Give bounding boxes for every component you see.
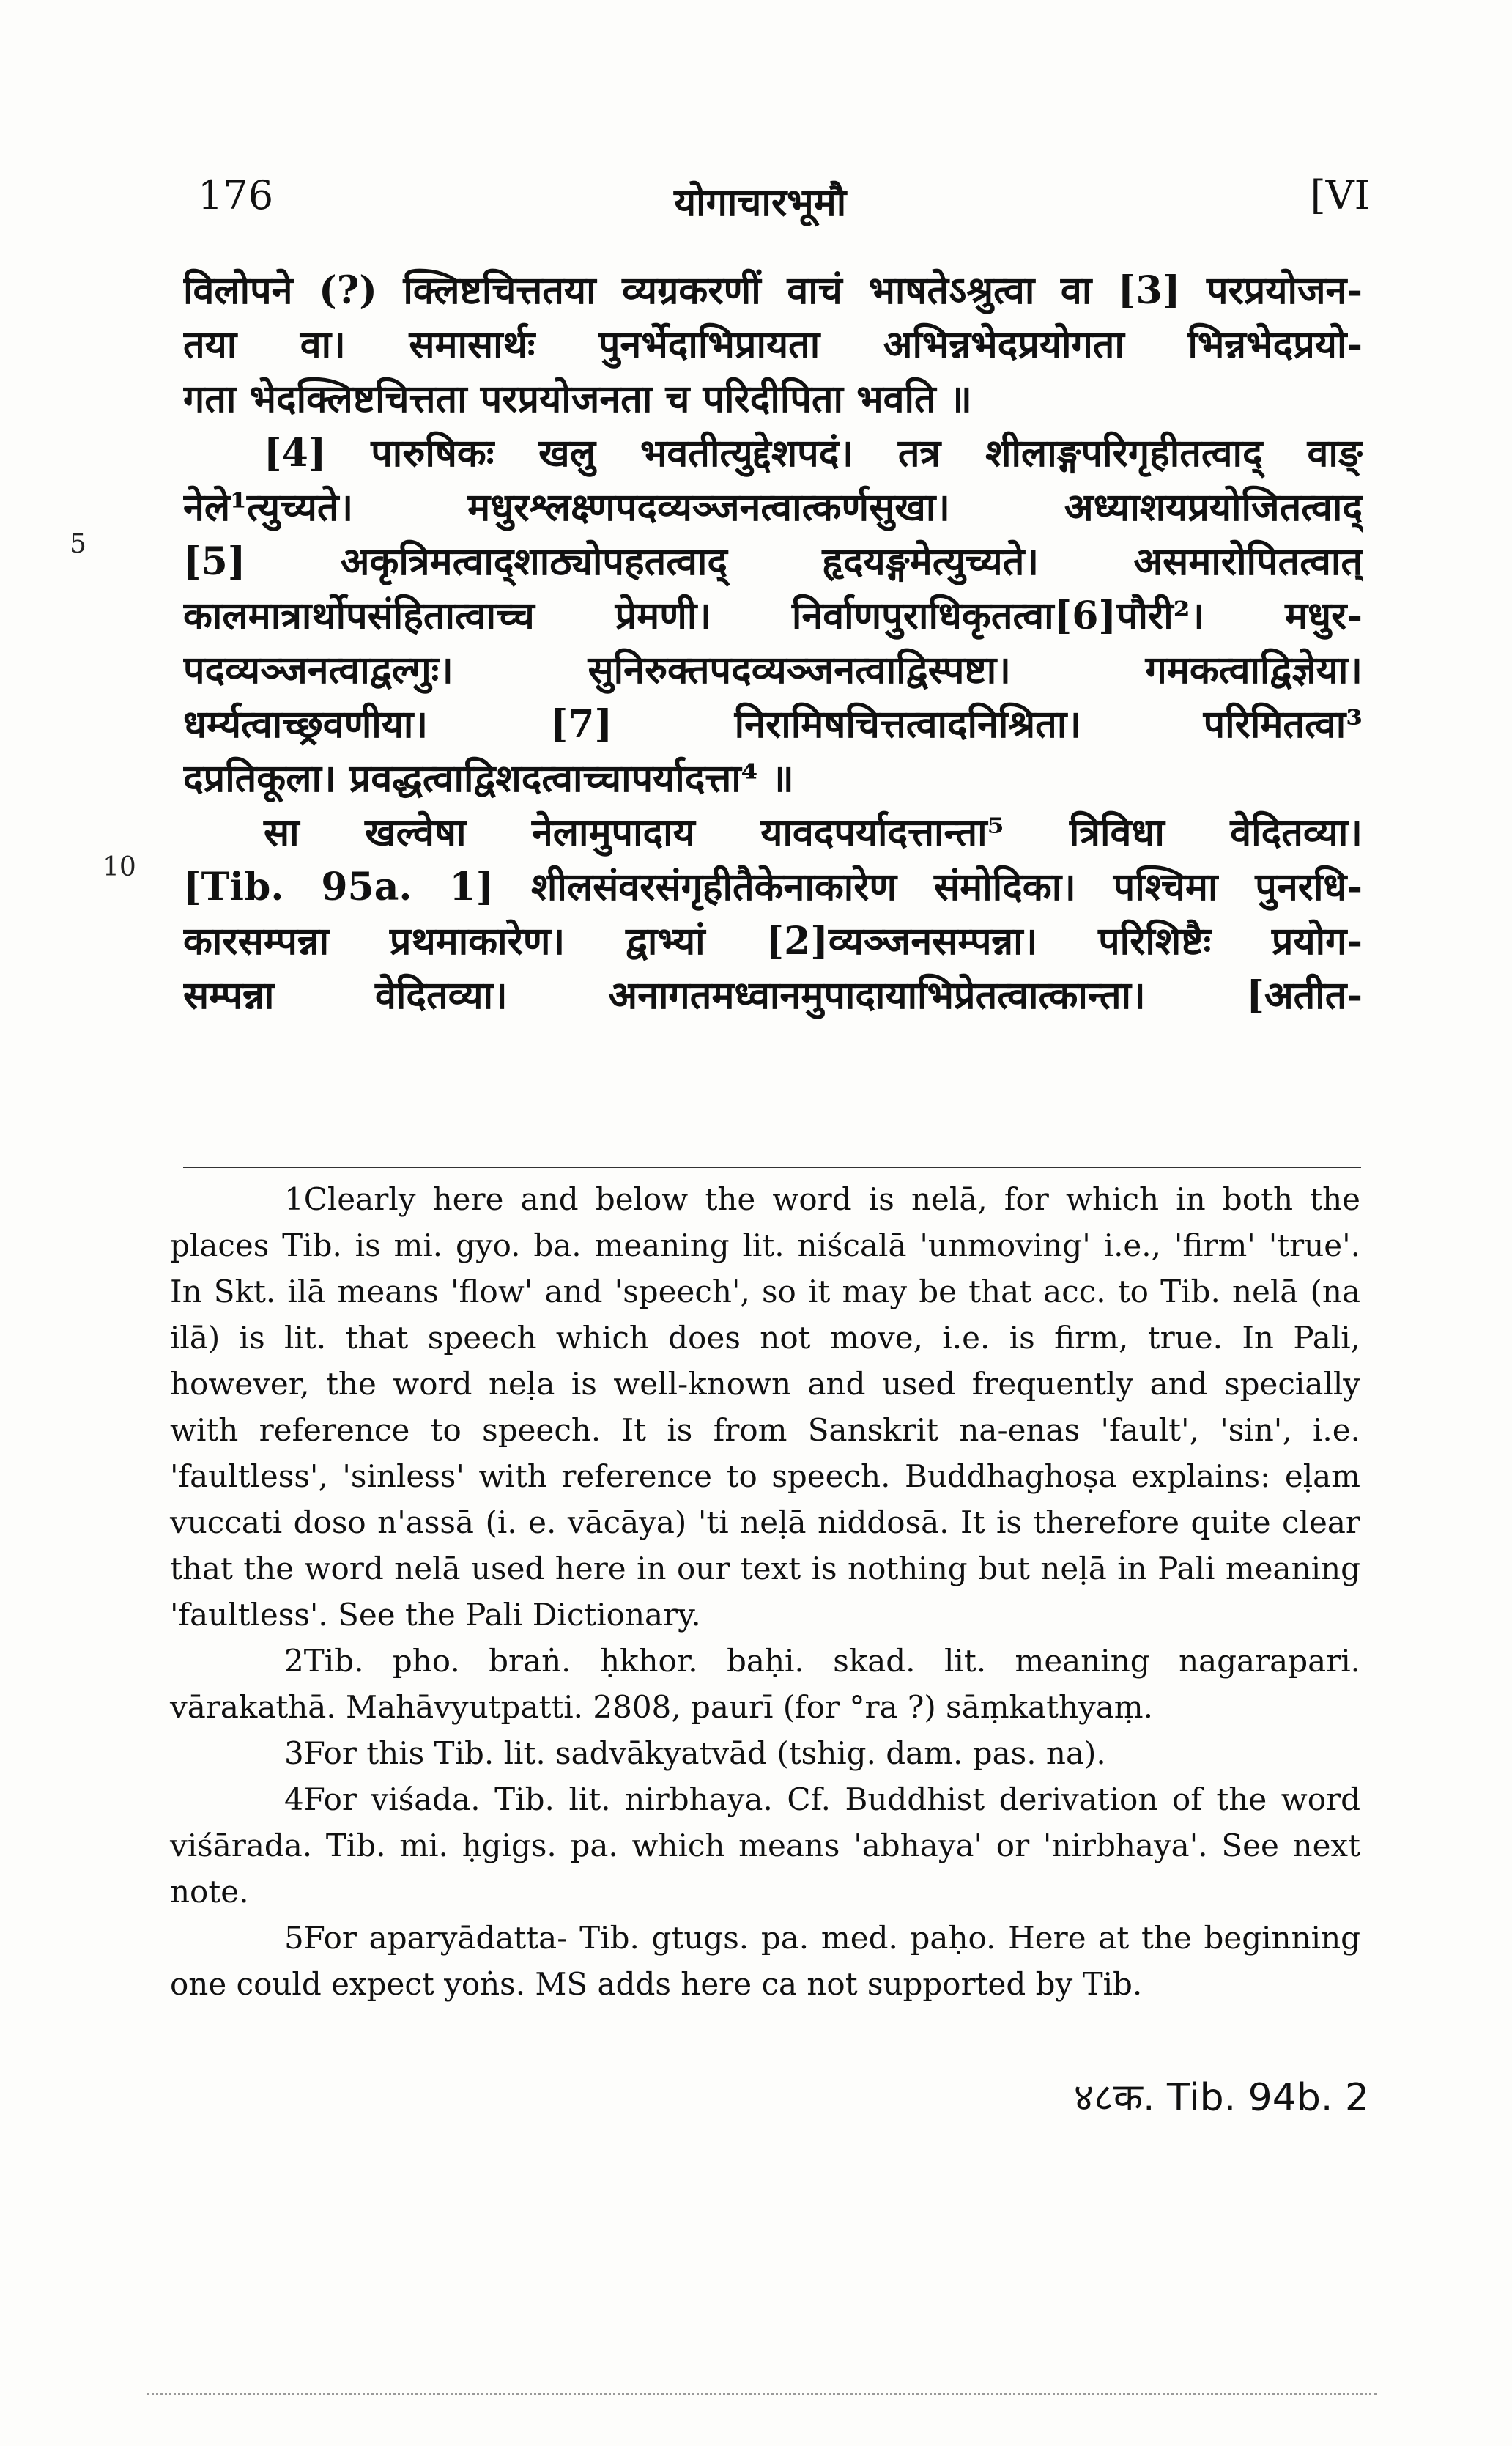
footnote-1: [170, 1176, 1360, 1638]
text-line: [4] पारुषिकः खलु भवतीत्युद्देशपदं। तत्र शीलाङ्गपरिगृहीतत्वाद् वाङ्: [264, 431, 1363, 476]
text-line: तया वा। समासार्थः पुनर्भेदाभिप्रायता अभिन्नभेदप्रयोगता भिन्नभेदप्रयो-: [183, 322, 1363, 367]
footnote-5: [170, 1915, 1360, 2007]
text-line: विलोपने (?) क्लिष्टचित्ततया व्यग्रकरणीं वाचं भाषतेऽश्रुत्वा वा [3] परप्रयोजन-: [183, 268, 1363, 313]
text-line: पदव्यञ्जनत्वाद्वल्गुः। सुनिरुक्तपदव्यञ्जनत्वाद्विस्पष्टा। गमकत्वाद्विज्ञेया।: [183, 648, 1363, 692]
text-line: दप्रतिकूला। प्रवद्धत्वाद्विशदत्वाच्चापर्यादत्ता⁴ ॥: [183, 756, 794, 801]
footnote-text: For viśada. Tib. lit. nirbhaya. Cf. Buddhist derivation of the word viśārada. Tib. mi. ḥgigs. pa. which means 'abhaya' or 'nirbhaya'. See next note.: [170, 1781, 1360, 1910]
page-edge-dots: [147, 2393, 1377, 2395]
text-line: सम्पन्ना वेदितव्या। अनागतमध्वानमुपादायाभिप्रेतत्वात्कान्ता। [अतीत-: [183, 973, 1363, 1018]
text-line: सा खल्वेषा नेलामुपादाय यावदपर्यादत्तान्ता⁵ त्रिविधा वेदितव्या।: [264, 810, 1363, 855]
page-header: [198, 172, 1370, 238]
manuscript-signature: ४८क. Tib. 94b. 2: [1073, 2076, 1369, 2120]
text-line: [Tib. 95a. 1] शीलसंवरसंगृहीतैकेनाकारेण संमोदिका। पश्चिमा पुनरधि-: [183, 865, 1363, 909]
line-number-5: 5: [70, 529, 86, 559]
footnote-marker: 5: [284, 1920, 304, 1956]
line-number-10: 10: [103, 852, 136, 882]
page-number: 176: [198, 172, 274, 218]
footnote-2: [170, 1638, 1360, 1730]
footnote-text: For this Tib. lit. sadvākyatvād (tshig. dam. pas. na).: [303, 1735, 1106, 1771]
footnote-text: Tib. pho. braṅ. ḥkhor. baḥi. skad. lit. meaning nagarapari. vārakathā. Mahāvyutpatti. 2808, paurī (for °ra ?) sāṃkathyaṃ.: [170, 1643, 1360, 1725]
text-line: कालमात्रार्थोपसंहितात्वाच्च प्रेमणी। निर्वाणपुराधिकृतत्वा[6]पौरी²। मधुर-: [183, 594, 1363, 638]
chapter-mark: [VI: [1310, 172, 1370, 218]
footnote-separator: [183, 1167, 1361, 1168]
footnote-marker: 3: [284, 1735, 304, 1771]
footnote-text: For aparyādatta- Tib. gtugs. pa. med. paḥo. Here at the beginning one could expect yoṅs. MS adds here ca not supported by Tib.: [170, 1920, 1360, 2002]
text-line: कारसम्पन्ना प्रथमाकारेण। द्वाभ्यां [2]व्यञ्जनसम्पन्ना। परिशिष्टैः प्रयोग-: [183, 919, 1363, 964]
footnote-marker: 4: [284, 1781, 304, 1817]
text-line: धर्म्यत्वाच्छ्रवणीया। [7] निरामिषचित्तत्वादनिश्रिता। परिमितत्वा³: [183, 702, 1363, 747]
footnote-marker: 2: [284, 1643, 304, 1679]
running-title: योगाचारभूमौ: [674, 180, 847, 225]
footnote-marker: 1: [284, 1181, 304, 1217]
text-line: नेले¹त्युच्यते। मधुरश्लक्ष्णपदव्यञ्जनत्वात्कर्णसुखा। अध्याशयप्रयोजितत्वाद्: [183, 485, 1363, 530]
footnote-4: [170, 1776, 1360, 1915]
text-line: [5] अकृत्रिमत्वाद्शाठ्योपहतत्वाद् हृदयङ्गमेत्युच्यते। असमारोपितत्वात्: [183, 539, 1363, 584]
footnote-3: [170, 1730, 1360, 1776]
footnotes: [170, 1176, 1360, 2007]
footnote-text: Clearly here and below the word is nelā, for which in both the places Tib. is mi. gyo. ba. meaning lit. niścalā 'unmoving' i.e., 'firm' 'true'. In Skt. ilā means 'flow' and 'speech', so it may be that acc. to Tib. nelā (na ilā) is lit. that speech which does not move, i.e. is firm, true. In Pali, however, the word neḷa is well-known and used frequently and specially with reference to speech. It is from Sanskrit na-enas 'fault', 'sin', i.e. 'faultless', 'sinless' with reference to speech. Buddhaghoṣa explains: eḷam vuccati doso n'assā (i. e. vācāya) 'ti neḷā niddosā. It is therefore quite clear that the word nelā used here in our text is nothing but neḷā in Pali meaning 'faultless'. See the Pali Dictionary.: [170, 1181, 1360, 1633]
text-line: गता भेदक्लिष्टचित्तता परप्रयोजनता च परिदीपिता भवति ॥: [183, 377, 972, 421]
main-text: [183, 264, 1363, 1023]
